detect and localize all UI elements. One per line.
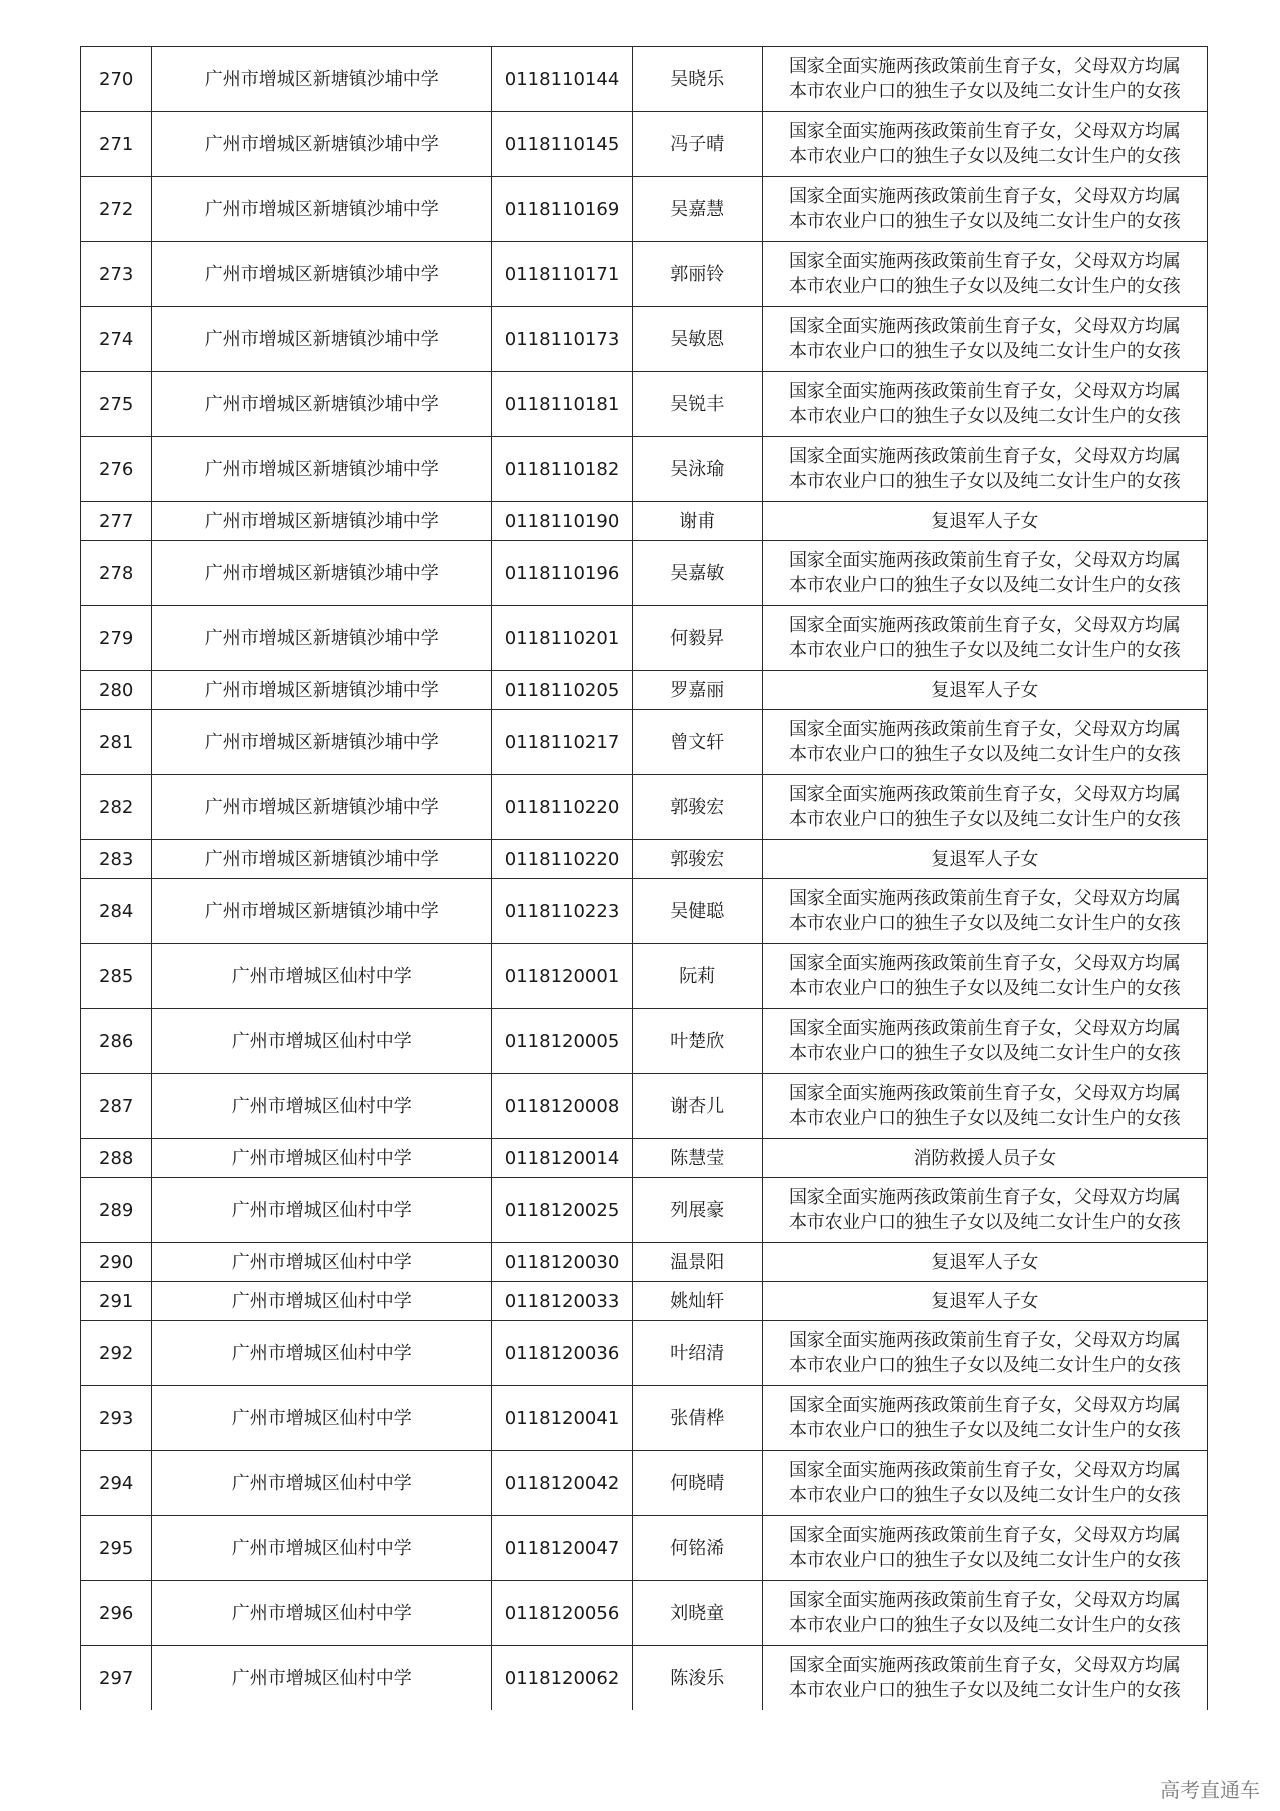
category-line: 国家全面实施两孩政策前生育子女，父母双方均属 bbox=[788, 186, 1181, 207]
row-number: 288 bbox=[81, 1139, 152, 1178]
school-name: 广州市增城区仙村中学 bbox=[152, 1646, 492, 1711]
category-line: 国家全面实施两孩政策前生育子女，父母双方均属 bbox=[788, 1655, 1181, 1676]
table-row bbox=[81, 1139, 1208, 1178]
row-number: 289 bbox=[81, 1178, 152, 1243]
table-row bbox=[81, 242, 1208, 307]
student-id: 0118110144 bbox=[492, 47, 633, 112]
school-name: 广州市增城区新塘镇沙埔中学 bbox=[152, 177, 492, 242]
category-line: 国家全面实施两孩政策前生育子女，父母双方均属 bbox=[788, 1018, 1181, 1039]
school-name: 广州市增城区新塘镇沙埔中学 bbox=[152, 710, 492, 775]
table-row bbox=[81, 1451, 1208, 1516]
row-number: 276 bbox=[81, 437, 152, 502]
row-number: 275 bbox=[81, 372, 152, 437]
row-number: 291 bbox=[81, 1282, 152, 1321]
row-number: 271 bbox=[81, 112, 152, 177]
student-id: 0118110145 bbox=[492, 112, 633, 177]
school-name: 广州市增城区新塘镇沙埔中学 bbox=[152, 242, 492, 307]
row-number: 285 bbox=[81, 944, 152, 1009]
student-id: 0118120062 bbox=[492, 1646, 633, 1711]
table-row bbox=[81, 775, 1208, 840]
student-name: 吴晓乐 bbox=[632, 47, 762, 112]
category-line: 国家全面实施两孩政策前生育子女，父母双方均属 bbox=[788, 1590, 1181, 1611]
student-name: 吴嘉慧 bbox=[632, 177, 762, 242]
category-cell bbox=[762, 1451, 1207, 1516]
table-row bbox=[81, 944, 1208, 1009]
category-line: 国家全面实施两孩政策前生育子女，父母双方均属 bbox=[788, 1525, 1181, 1546]
table-row bbox=[81, 1178, 1208, 1243]
category-line: 国家全面实施两孩政策前生育子女，父母双方均属 bbox=[788, 1460, 1181, 1481]
category-cell bbox=[762, 112, 1207, 177]
table-row bbox=[81, 1243, 1208, 1282]
school-name: 广州市增城区新塘镇沙埔中学 bbox=[152, 840, 492, 879]
school-name: 广州市增城区新塘镇沙埔中学 bbox=[152, 879, 492, 944]
student-name: 郭骏宏 bbox=[632, 840, 762, 879]
school-name: 广州市增城区仙村中学 bbox=[152, 1074, 492, 1139]
student-id: 0118110171 bbox=[492, 242, 633, 307]
category-line: 本市农业户口的独生子女以及纯二女计生户的女孩 bbox=[788, 341, 1181, 362]
student-id: 0118110223 bbox=[492, 879, 633, 944]
table-row bbox=[81, 1074, 1208, 1139]
school-name: 广州市增城区仙村中学 bbox=[152, 1009, 492, 1074]
row-number: 292 bbox=[81, 1321, 152, 1386]
student-id: 0118120014 bbox=[492, 1139, 633, 1178]
student-id: 0118120036 bbox=[492, 1321, 633, 1386]
category-line: 本市农业户口的独生子女以及纯二女计生户的女孩 bbox=[788, 1355, 1181, 1376]
student-name: 谢甫 bbox=[632, 502, 762, 541]
category-line: 国家全面实施两孩政策前生育子女，父母双方均属 bbox=[788, 1187, 1181, 1208]
category-line: 国家全面实施两孩政策前生育子女，父母双方均属 bbox=[788, 953, 1181, 974]
table-row bbox=[81, 1516, 1208, 1581]
category-line: 国家全面实施两孩政策前生育子女，父母双方均属 bbox=[788, 550, 1181, 571]
school-name: 广州市增城区仙村中学 bbox=[152, 1451, 492, 1516]
category-line: 本市农业户口的独生子女以及纯二女计生户的女孩 bbox=[788, 471, 1181, 492]
student-name: 张倩桦 bbox=[632, 1386, 762, 1451]
category-line: 本市农业户口的独生子女以及纯二女计生户的女孩 bbox=[788, 640, 1181, 661]
student-name: 冯子晴 bbox=[632, 112, 762, 177]
student-id: 0118120025 bbox=[492, 1178, 633, 1243]
row-number: 274 bbox=[81, 307, 152, 372]
category-line: 国家全面实施两孩政策前生育子女，父母双方均属 bbox=[788, 1083, 1181, 1104]
category-line: 复退军人子女 bbox=[931, 679, 1039, 701]
table-row bbox=[81, 541, 1208, 606]
category-line: 复退军人子女 bbox=[931, 1251, 1039, 1273]
category-line: 本市农业户口的独生子女以及纯二女计生户的女孩 bbox=[788, 276, 1181, 297]
row-number: 270 bbox=[81, 47, 152, 112]
student-name: 叶楚欣 bbox=[632, 1009, 762, 1074]
category-cell bbox=[762, 1321, 1207, 1386]
category-cell bbox=[762, 1074, 1207, 1139]
category-cell bbox=[762, 1178, 1207, 1243]
category-cell bbox=[762, 1386, 1207, 1451]
category-line: 国家全面实施两孩政策前生育子女，父母双方均属 bbox=[788, 381, 1181, 402]
student-name: 叶绍清 bbox=[632, 1321, 762, 1386]
school-name: 广州市增城区新塘镇沙埔中学 bbox=[152, 112, 492, 177]
row-number: 273 bbox=[81, 242, 152, 307]
school-name: 广州市增城区仙村中学 bbox=[152, 1321, 492, 1386]
table-row bbox=[81, 372, 1208, 437]
roster-table-container bbox=[80, 46, 1208, 1710]
category-cell bbox=[762, 1009, 1207, 1074]
category-cell bbox=[762, 710, 1207, 775]
category-cell bbox=[762, 879, 1207, 944]
category-line: 复退军人子女 bbox=[931, 510, 1039, 532]
school-name: 广州市增城区仙村中学 bbox=[152, 1139, 492, 1178]
category-cell bbox=[762, 372, 1207, 437]
table-row bbox=[81, 177, 1208, 242]
student-name: 阮莉 bbox=[632, 944, 762, 1009]
student-name: 吴健聪 bbox=[632, 879, 762, 944]
student-name: 吴嘉敏 bbox=[632, 541, 762, 606]
row-number: 290 bbox=[81, 1243, 152, 1282]
row-number: 279 bbox=[81, 606, 152, 671]
category-line: 本市农业户口的独生子女以及纯二女计生户的女孩 bbox=[788, 146, 1181, 167]
category-line: 本市农业户口的独生子女以及纯二女计生户的女孩 bbox=[788, 575, 1181, 596]
school-name: 广州市增城区新塘镇沙埔中学 bbox=[152, 307, 492, 372]
category-cell bbox=[762, 1516, 1207, 1581]
school-name: 广州市增城区仙村中学 bbox=[152, 1581, 492, 1646]
category-line: 本市农业户口的独生子女以及纯二女计生户的女孩 bbox=[788, 809, 1181, 830]
student-id: 0118110220 bbox=[492, 775, 633, 840]
student-id: 0118110181 bbox=[492, 372, 633, 437]
category-cell bbox=[762, 1581, 1207, 1646]
student-id: 0118120030 bbox=[492, 1243, 633, 1282]
row-number: 287 bbox=[81, 1074, 152, 1139]
school-name: 广州市增城区新塘镇沙埔中学 bbox=[152, 541, 492, 606]
watermark: 高考直通车 bbox=[1160, 1778, 1260, 1802]
category-cell bbox=[762, 1282, 1207, 1321]
school-name: 广州市增城区仙村中学 bbox=[152, 1243, 492, 1282]
category-line: 国家全面实施两孩政策前生育子女，父母双方均属 bbox=[788, 56, 1181, 77]
table-row bbox=[81, 710, 1208, 775]
school-name: 广州市增城区新塘镇沙埔中学 bbox=[152, 47, 492, 112]
student-name: 何毅昇 bbox=[632, 606, 762, 671]
category-line: 本市农业户口的独生子女以及纯二女计生户的女孩 bbox=[788, 1108, 1181, 1129]
category-line: 本市农业户口的独生子女以及纯二女计生户的女孩 bbox=[788, 1212, 1181, 1233]
category-cell bbox=[762, 541, 1207, 606]
category-line: 国家全面实施两孩政策前生育子女，父母双方均属 bbox=[788, 251, 1181, 272]
student-id: 0118120042 bbox=[492, 1451, 633, 1516]
school-name: 广州市增城区仙村中学 bbox=[152, 1178, 492, 1243]
student-name: 郭骏宏 bbox=[632, 775, 762, 840]
table-row bbox=[81, 840, 1208, 879]
school-name: 广州市增城区新塘镇沙埔中学 bbox=[152, 671, 492, 710]
table-row bbox=[81, 1581, 1208, 1646]
table-row bbox=[81, 112, 1208, 177]
school-name: 广州市增城区仙村中学 bbox=[152, 1282, 492, 1321]
student-name: 陈慧莹 bbox=[632, 1139, 762, 1178]
student-name: 罗嘉丽 bbox=[632, 671, 762, 710]
category-line: 本市农业户口的独生子女以及纯二女计生户的女孩 bbox=[788, 211, 1181, 232]
table-row bbox=[81, 1321, 1208, 1386]
student-name: 列展豪 bbox=[632, 1178, 762, 1243]
category-line: 本市农业户口的独生子女以及纯二女计生户的女孩 bbox=[788, 1420, 1181, 1441]
category-cell bbox=[762, 1243, 1207, 1282]
table-row bbox=[81, 606, 1208, 671]
school-name: 广州市增城区新塘镇沙埔中学 bbox=[152, 437, 492, 502]
category-line: 国家全面实施两孩政策前生育子女，父母双方均属 bbox=[788, 316, 1181, 337]
category-line: 本市农业户口的独生子女以及纯二女计生户的女孩 bbox=[788, 744, 1181, 765]
table-row bbox=[81, 1386, 1208, 1451]
category-line: 国家全面实施两孩政策前生育子女，父母双方均属 bbox=[788, 888, 1181, 909]
table-row bbox=[81, 307, 1208, 372]
roster-table bbox=[80, 46, 1208, 1710]
category-line: 国家全面实施两孩政策前生育子女，父母双方均属 bbox=[788, 1395, 1181, 1416]
student-id: 0118120047 bbox=[492, 1516, 633, 1581]
category-line: 复退军人子女 bbox=[931, 848, 1039, 870]
category-line: 复退军人子女 bbox=[931, 1290, 1039, 1312]
student-name: 陈浚乐 bbox=[632, 1646, 762, 1711]
row-number: 294 bbox=[81, 1451, 152, 1516]
table-row bbox=[81, 502, 1208, 541]
category-cell bbox=[762, 1646, 1207, 1711]
roster-table-body bbox=[81, 47, 1208, 1711]
category-line: 国家全面实施两孩政策前生育子女，父母双方均属 bbox=[788, 615, 1181, 636]
category-cell bbox=[762, 944, 1207, 1009]
school-name: 广州市增城区仙村中学 bbox=[152, 944, 492, 1009]
student-id: 0118110220 bbox=[492, 840, 633, 879]
row-number: 277 bbox=[81, 502, 152, 541]
student-id: 0118110196 bbox=[492, 541, 633, 606]
student-id: 0118110182 bbox=[492, 437, 633, 502]
row-number: 296 bbox=[81, 1581, 152, 1646]
row-number: 278 bbox=[81, 541, 152, 606]
student-name: 吴泳瑜 bbox=[632, 437, 762, 502]
student-id: 0118110205 bbox=[492, 671, 633, 710]
school-name: 广州市增城区新塘镇沙埔中学 bbox=[152, 606, 492, 671]
category-line: 本市农业户口的独生子女以及纯二女计生户的女孩 bbox=[788, 1550, 1181, 1571]
student-id: 0118110173 bbox=[492, 307, 633, 372]
school-name: 广州市增城区仙村中学 bbox=[152, 1386, 492, 1451]
row-number: 272 bbox=[81, 177, 152, 242]
category-cell bbox=[762, 307, 1207, 372]
category-cell bbox=[762, 840, 1207, 879]
table-row bbox=[81, 1009, 1208, 1074]
category-cell bbox=[762, 671, 1207, 710]
student-name: 姚灿轩 bbox=[632, 1282, 762, 1321]
student-name: 谢杏儿 bbox=[632, 1074, 762, 1139]
school-name: 广州市增城区仙村中学 bbox=[152, 1516, 492, 1581]
student-id: 0118110190 bbox=[492, 502, 633, 541]
row-number: 283 bbox=[81, 840, 152, 879]
table-row bbox=[81, 47, 1208, 112]
row-number: 282 bbox=[81, 775, 152, 840]
category-line: 消防救援人员子女 bbox=[913, 1147, 1056, 1169]
table-row bbox=[81, 1282, 1208, 1321]
category-cell bbox=[762, 47, 1207, 112]
row-number: 293 bbox=[81, 1386, 152, 1451]
category-line: 本市农业户口的独生子女以及纯二女计生户的女孩 bbox=[788, 913, 1181, 934]
row-number: 284 bbox=[81, 879, 152, 944]
category-line: 国家全面实施两孩政策前生育子女，父母双方均属 bbox=[788, 1330, 1181, 1351]
category-line: 国家全面实施两孩政策前生育子女，父母双方均属 bbox=[788, 446, 1181, 467]
student-id: 0118110201 bbox=[492, 606, 633, 671]
category-cell bbox=[762, 606, 1207, 671]
category-line: 国家全面实施两孩政策前生育子女，父母双方均属 bbox=[788, 784, 1181, 805]
student-name: 刘晓童 bbox=[632, 1581, 762, 1646]
student-name: 温景阳 bbox=[632, 1243, 762, 1282]
student-id: 0118110169 bbox=[492, 177, 633, 242]
row-number: 280 bbox=[81, 671, 152, 710]
category-line: 本市农业户口的独生子女以及纯二女计生户的女孩 bbox=[788, 1680, 1181, 1701]
school-name: 广州市增城区新塘镇沙埔中学 bbox=[152, 502, 492, 541]
row-number: 297 bbox=[81, 1646, 152, 1711]
student-name: 何晓晴 bbox=[632, 1451, 762, 1516]
category-cell bbox=[762, 502, 1207, 541]
category-cell bbox=[762, 775, 1207, 840]
category-cell bbox=[762, 1139, 1207, 1178]
category-line: 本市农业户口的独生子女以及纯二女计生户的女孩 bbox=[788, 406, 1181, 427]
student-id: 0118120008 bbox=[492, 1074, 633, 1139]
student-id: 0118120005 bbox=[492, 1009, 633, 1074]
category-line: 本市农业户口的独生子女以及纯二女计生户的女孩 bbox=[788, 1485, 1181, 1506]
student-id: 0118120033 bbox=[492, 1282, 633, 1321]
row-number: 286 bbox=[81, 1009, 152, 1074]
row-number: 295 bbox=[81, 1516, 152, 1581]
category-line: 本市农业户口的独生子女以及纯二女计生户的女孩 bbox=[788, 81, 1181, 102]
student-id: 0118120041 bbox=[492, 1386, 633, 1451]
category-line: 国家全面实施两孩政策前生育子女，父母双方均属 bbox=[788, 121, 1181, 142]
student-name: 吴敏恩 bbox=[632, 307, 762, 372]
school-name: 广州市增城区新塘镇沙埔中学 bbox=[152, 372, 492, 437]
table-row bbox=[81, 671, 1208, 710]
category-line: 本市农业户口的独生子女以及纯二女计生户的女孩 bbox=[788, 1615, 1181, 1636]
category-line: 国家全面实施两孩政策前生育子女，父母双方均属 bbox=[788, 719, 1181, 740]
category-cell bbox=[762, 437, 1207, 502]
student-name: 吴锐丰 bbox=[632, 372, 762, 437]
student-name: 郭丽铃 bbox=[632, 242, 762, 307]
table-row bbox=[81, 437, 1208, 502]
table-row bbox=[81, 1646, 1208, 1711]
table-row bbox=[81, 879, 1208, 944]
school-name: 广州市增城区新塘镇沙埔中学 bbox=[152, 775, 492, 840]
category-cell bbox=[762, 177, 1207, 242]
student-id: 0118120056 bbox=[492, 1581, 633, 1646]
student-name: 何铭浠 bbox=[632, 1516, 762, 1581]
category-line: 本市农业户口的独生子女以及纯二女计生户的女孩 bbox=[788, 1043, 1181, 1064]
student-name: 曾文轩 bbox=[632, 710, 762, 775]
student-id: 0118120001 bbox=[492, 944, 633, 1009]
student-id: 0118110217 bbox=[492, 710, 633, 775]
category-cell bbox=[762, 242, 1207, 307]
category-line: 本市农业户口的独生子女以及纯二女计生户的女孩 bbox=[788, 978, 1181, 999]
row-number: 281 bbox=[81, 710, 152, 775]
